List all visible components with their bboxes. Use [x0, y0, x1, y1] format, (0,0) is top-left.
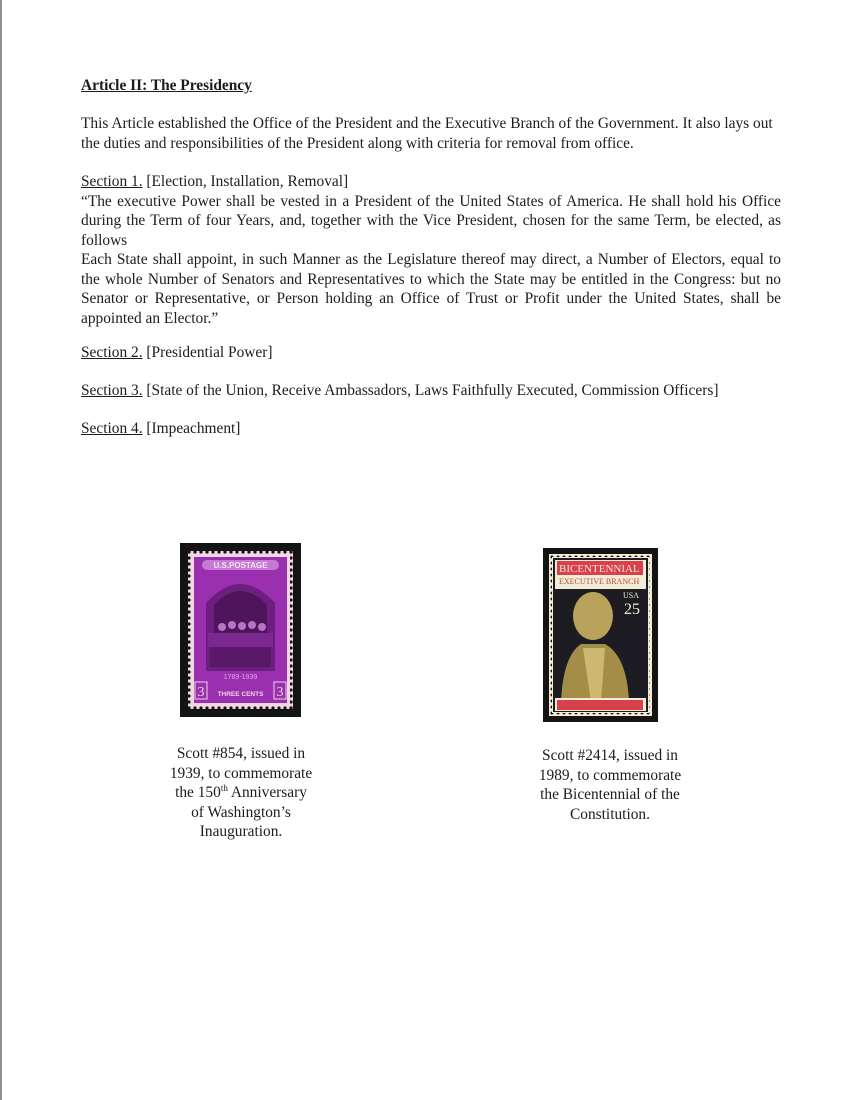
- stamp-2414-mount: [543, 548, 658, 722]
- stamp-854-caption-line: Scott #854, issued in: [176, 745, 306, 762]
- stamp-854-image: [180, 543, 301, 717]
- article-intro: This Article established the Office of the President and the Executive Branch of the Government. It also lays out the duties and responsibilities of the President along with criteria for removal from office.: [81, 115, 773, 152]
- section-4-title: [Impeachment]: [142, 420, 241, 437]
- stamp-854-caption-line: [141, 783, 341, 803]
- section-2-label: Section 2.: [81, 344, 143, 361]
- section-1-quote-paragraph-1: “The executive Power shall be vested in a President of the United States of America. He shall hold his Office during the Term of four Years, and, together with the Vice President, chosen for the same Term, be elected, as follows: [81, 192, 781, 249]
- section-1-title: [Election, Installation, Removal]: [142, 173, 349, 190]
- stamp-2414-caption-line: the Bicentennial of the: [540, 786, 680, 803]
- stamp-854-caption-line: 1939, to commemorate: [169, 764, 313, 782]
- stamp-854-denomination-left: 3: [197, 685, 205, 700]
- section-2-title: [Presidential Power]: [142, 344, 273, 361]
- caption-text: the 150: [175, 784, 221, 801]
- stamp-2414-caption-line: 1989, to commemorate: [538, 766, 682, 784]
- section-4-label: Section 4.: [81, 420, 143, 437]
- stamp-854-caption: [141, 744, 341, 842]
- caption-text: Anniversary: [227, 784, 307, 801]
- page-edge-line: [0, 0, 2, 1100]
- section-1: [81, 172, 781, 328]
- section-1-label: Section 1.: [81, 173, 143, 190]
- stamp-2414-banner-text: BICENTENNIAL: [559, 563, 640, 575]
- section-3: [81, 381, 781, 401]
- section-1-quote-paragraph-2: Each State shall appoint, in such Manner as the Legislature thereof may direct, a Number of Electors, equal to the whole Number of Senators and Representatives to which the State may be entitled in the Congress: but no Senator or Representative, or Person holding an Office of Trust or Profit under the United States, shall be appointed an Elector.”: [81, 251, 781, 327]
- article-title: Article II: The Presidency: [81, 77, 252, 94]
- stamp-2414-denomination: 25: [624, 601, 640, 618]
- section-2: [81, 343, 781, 363]
- stamp-854-caption-line: of Washington’s: [191, 803, 291, 821]
- stamp-2414-image: [543, 548, 658, 722]
- section-4: [81, 419, 781, 439]
- caption-ordinal-suffix: th: [220, 782, 228, 793]
- section-3-title: [State of the Union, Receive Ambassadors, Laws Faithfully Executed, Commission Officers]: [142, 382, 719, 399]
- section-3-label: Section 3.: [81, 382, 143, 399]
- stamp-854-denomination-right: 3: [276, 685, 284, 700]
- stamp-2414-country: USA: [622, 591, 639, 600]
- stamp-2414-caption: [510, 746, 710, 824]
- section-1-heading: [81, 172, 781, 192]
- stamp-854-denomination-words: THREE CENTS: [217, 691, 264, 698]
- stamp-2414-caption-line: Constitution.: [570, 805, 650, 823]
- stamp-854-mount: [180, 543, 301, 717]
- stamp-854-top-text: U.S.POSTAGE: [213, 561, 268, 570]
- stamp-854-caption-line: Inauguration.: [199, 823, 283, 840]
- stamp-2414-caption-line: Scott #2414, issued in: [542, 747, 678, 764]
- stamp-2414-bust-head: [573, 592, 613, 640]
- stamp-2414-subtitle: EXECUTIVE BRANCH: [559, 577, 640, 586]
- stamp-854-years: 1789-1939: [223, 674, 258, 681]
